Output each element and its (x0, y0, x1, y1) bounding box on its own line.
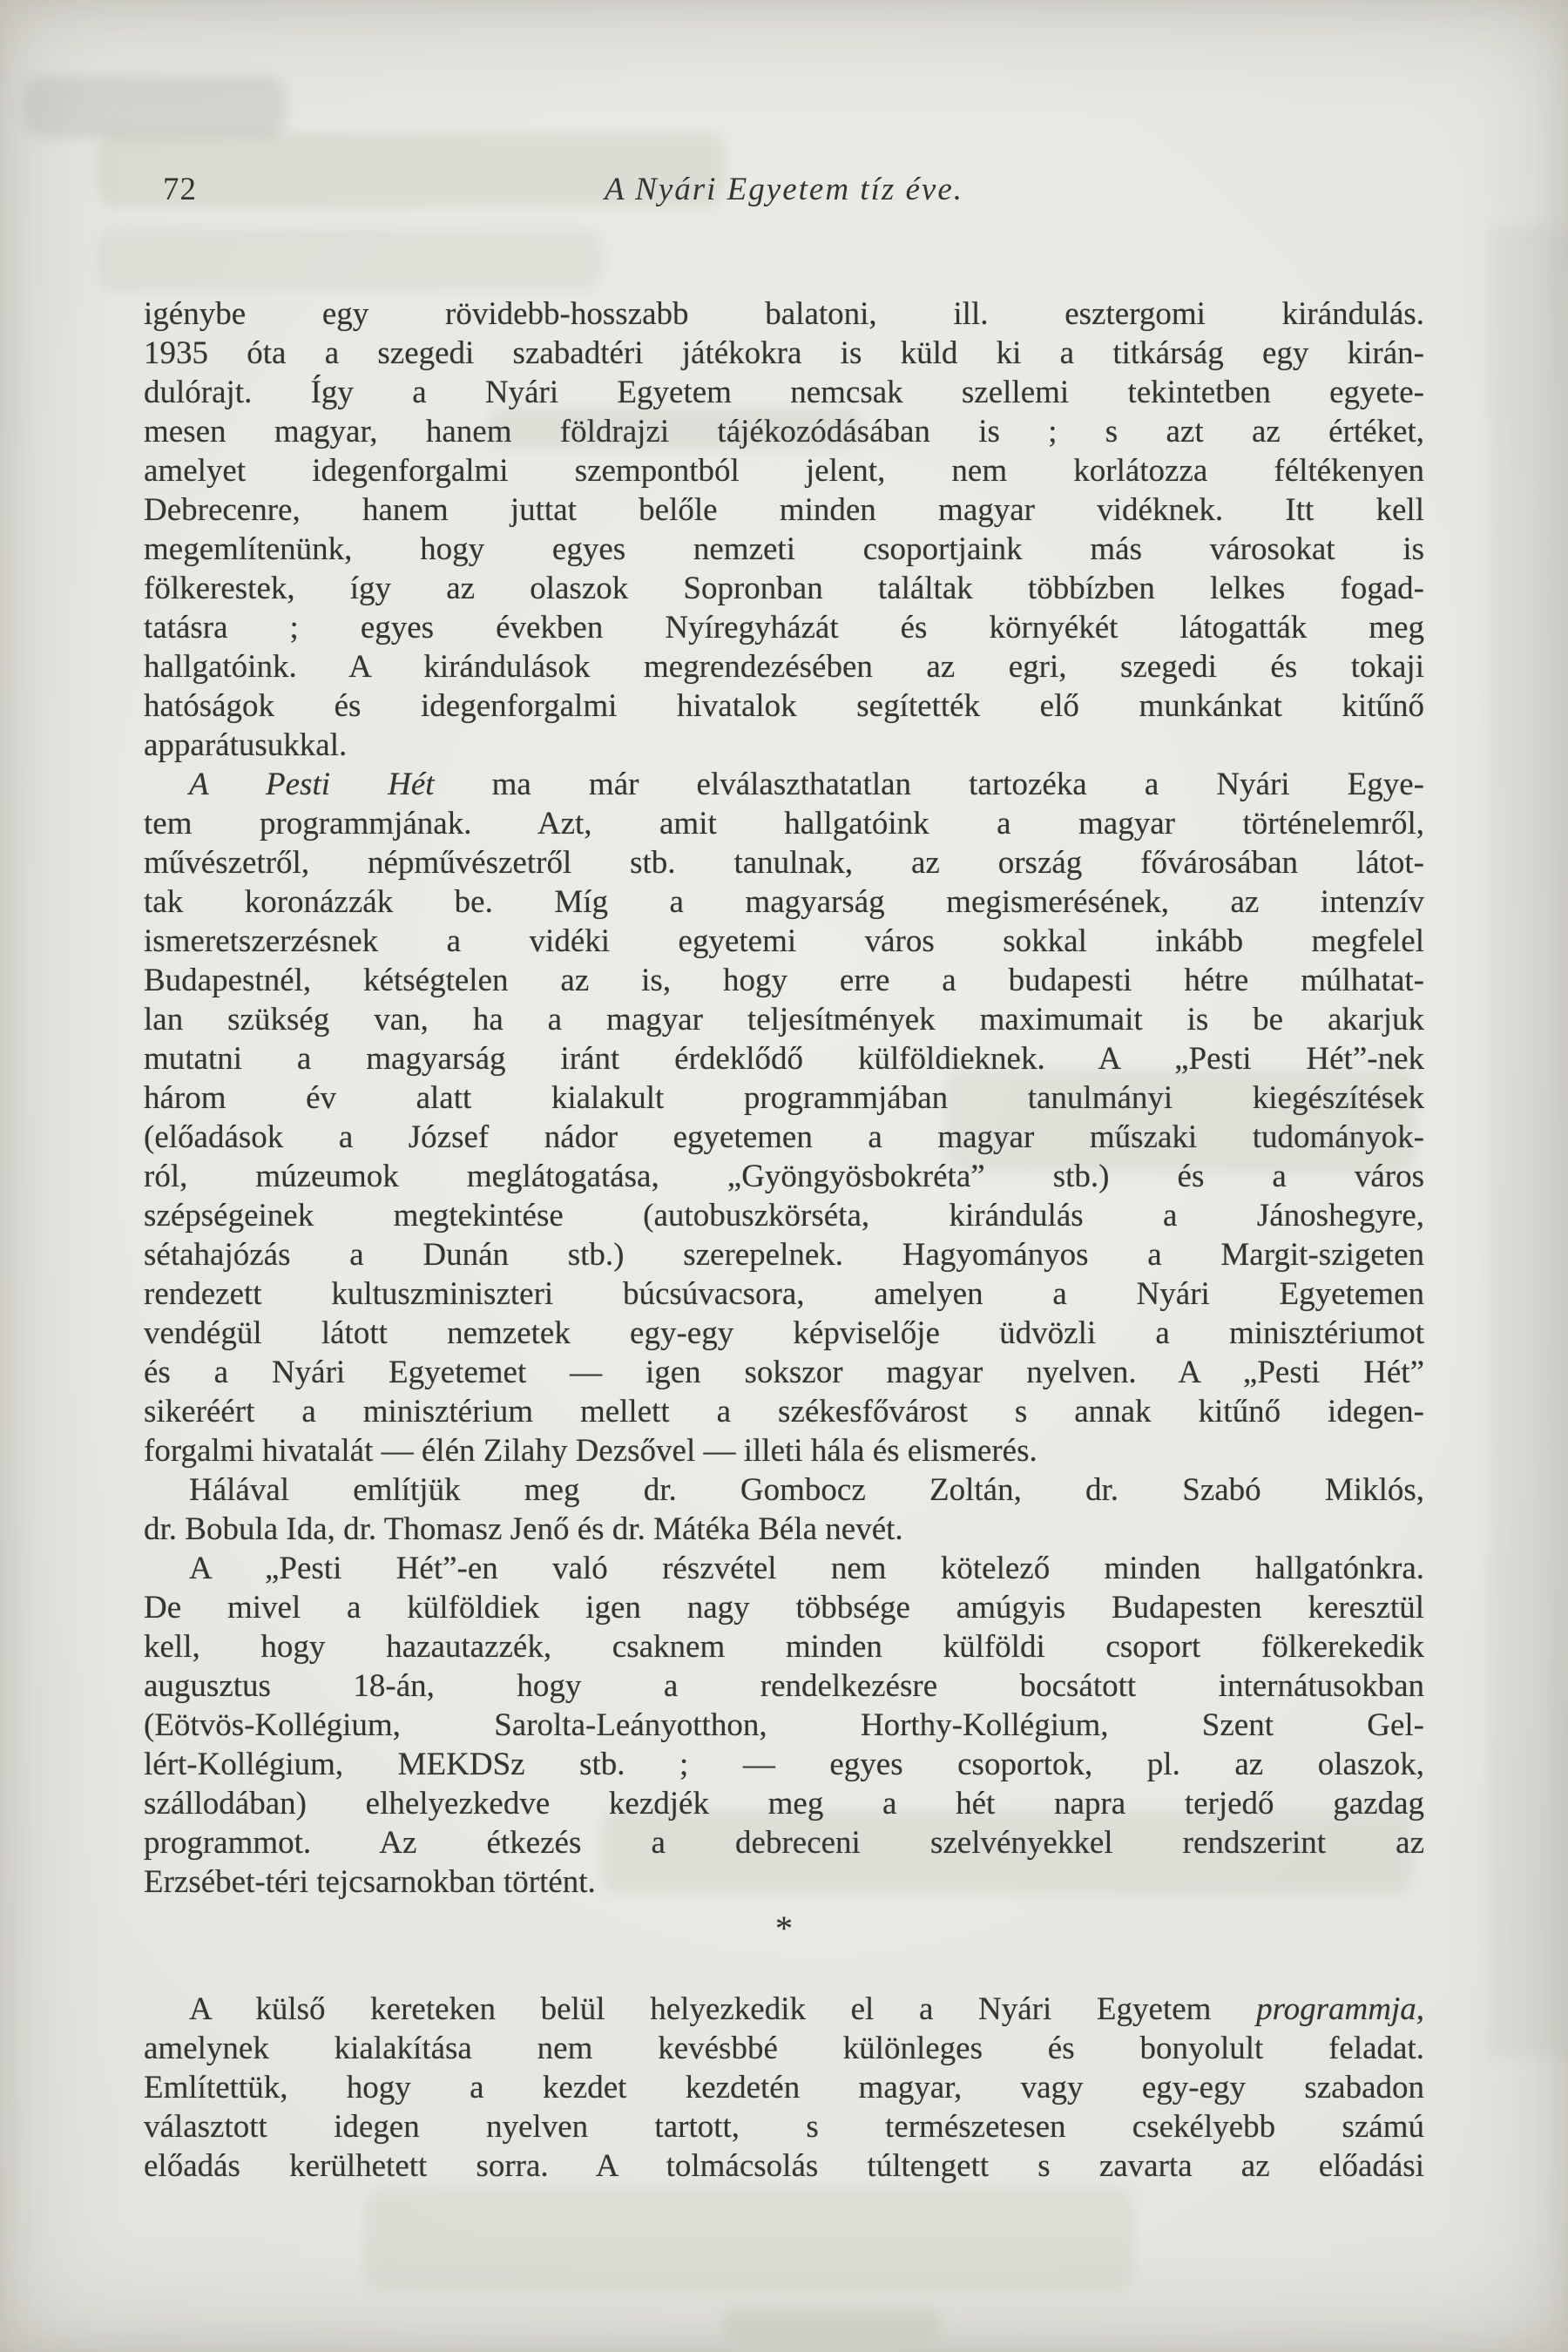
text-line: hatóságok és idegenforgalmi hivatalok segítették elő munkánkat kitűnő (144, 688, 1424, 724)
text-block (144, 294, 1424, 2186)
scan-edge-shade (1490, 226, 1568, 2056)
text-line: Erzsébet-téri tejcsarnokban történt. (144, 1864, 596, 1900)
text-line: lért-Kollégium, MEKDSz stb. ; — egyes csoportok, pl. az olaszok, (144, 1747, 1424, 1782)
text-line: dulórajt. Így a Nyári Egyetem nemcsak szellemi tekintetben egyete- (144, 375, 1424, 410)
text-line: mesen magyar, hanem földrajzi tájékozódásában is ; s azt az értéket, (144, 414, 1424, 449)
text-line: A Pesti Hét ma már elválaszthatatlan tartozéka a Nyári Egye- (189, 767, 1425, 802)
page-header (144, 171, 1424, 211)
text-line: rendezett kultuszminiszteri búcsúvacsora, amelyen a Nyári Egyetemen (144, 1276, 1424, 1312)
text-line: tatásra ; egyes években Nyíregyházát és környékét látogatták meg (144, 610, 1424, 645)
text-line: apparátusukkal. (144, 727, 348, 763)
text-line: forgalmi hivatalát — élén Zilahy Dezsővel — illeti hála és elismerés. (144, 1433, 1037, 1469)
text-line: ról, múzeumok meglátogatása, „Gyöngyösbokréta” stb.) és a város (144, 1159, 1424, 1194)
text-line: A „Pesti Hét”-en való részvétel nem kötelező minden hallgatónkra. (189, 1551, 1424, 1586)
text-line: (Eötvös-Kollégium, Sarolta-Leányotthon, Horthy-Kollégium, Szent Gel- (144, 1707, 1424, 1743)
text-line: előadás kerülhetett sorra. A tolmácsolás túltengett s zavarta az előadási (144, 2148, 1424, 2184)
text-line: igénybe egy rövidebb-hosszabb balatoni, ill. esztergomi kirándulás. (144, 296, 1424, 332)
text-line: és a Nyári Egyetemet — igen sokszor magyar nyelven. A „Pesti Hét” (144, 1355, 1424, 1390)
text-line: kell, hogy hazautazzék, csaknem minden külföldi csoport fölkerekedik (144, 1629, 1424, 1665)
text-line: lan szükség van, ha a magyar teljesítmények maximumait is be akarjuk (144, 1002, 1424, 1037)
text-line: 1935 óta a szegedi szabadtéri játékokra is küld ki a titkárság egy kirán- (144, 335, 1424, 371)
text-line: (előadások a József nádor egyetemen a magyar műszaki tudományok- (144, 1119, 1424, 1155)
text-line: szállodában) elhelyezkedve kezdjék meg a hét napra terjedő gazdag (144, 1786, 1424, 1821)
text-line: programmot. Az étkezés a debreceni szelvényekkel rendszerint az (144, 1825, 1424, 1861)
text-line: három év alatt kialakult programmjában tanulmányi kiegészítések (144, 1080, 1424, 1116)
section-separator: * (775, 1909, 793, 1948)
text-line: De mivel a külföldiek igen nagy többsége amúgyis Budapesten keresztül (144, 1590, 1424, 1625)
page-number: 72 (163, 172, 197, 207)
text-line: mutatni a magyarság iránt érdeklődő külföldieknek. A „Pesti Hét”-nek (144, 1041, 1424, 1077)
text-line: dr. Bobula Ida, dr. Thomasz Jenő és dr. Mátéka Béla nevét. (144, 1511, 903, 1547)
text-line: fölkerestek, így az olaszok Sopronban találtak többízben lelkes fogad- (144, 571, 1424, 606)
bleed-through-smudge (98, 228, 603, 291)
text-line: amelyet idegenforgalmi szempontból jelent, nem korlátozza féltékenyen (144, 453, 1424, 489)
text-line: tak koronázzák be. Míg a magyarság megismerésének, az intenzív (144, 884, 1424, 920)
running-title: A Nyári Egyetem tíz éve. (604, 172, 964, 207)
text-line: sikeréért a minisztérium mellett a székesfővárost s annak kitűnő idegen- (144, 1394, 1424, 1429)
text-line: amelynek kialakítása nem kevésbbé különleges és bonyolult feladat. (144, 2031, 1424, 2066)
text-line: művészetről, népművészetről stb. tanulnak, az ország fővárosában látot- (144, 845, 1424, 881)
text-line: szépségeinek megtekintése (autobuszkörséta, kirándulás a Jánoshegyre, (144, 1198, 1424, 1233)
scan-smudge (24, 77, 286, 138)
text-line: augusztus 18-án, hogy a rendelkezésre bocsátott internátusokban (144, 1668, 1424, 1704)
text-line: A külső kereteken belül helyezkedik el a Nyári Egyetem programmja, (189, 1991, 1424, 2027)
text-line: hallgatóink. A kirándulások megrendezésében az egri, szegedi és tokaji (144, 649, 1424, 685)
text-line: választott idegen nyelven tartott, s természetesen csekélyebb számú (144, 2109, 1424, 2145)
text-line: sétahajózás a Dunán stb.) szerepelnek. Hagyományos a Margit-szigeten (144, 1237, 1424, 1273)
text-line: Hálával említjük meg dr. Gombocz Zoltán, dr. Szabó Miklós, (189, 1472, 1424, 1508)
text-line: vendégül látott nemzetek egy-egy képviselője üdvözli a minisztériumot (144, 1315, 1424, 1351)
text-line: Debrecenre, hanem juttat belőle minden magyar vidéknek. Itt kell (144, 492, 1424, 528)
text-line: Említettük, hogy a kezdet kezdetén magyar, vagy egy-egy szabadon (144, 2070, 1424, 2105)
bleed-through-smudge (366, 2188, 1132, 2291)
text-line: tem programmjának. Azt, amit hallgatóink a magyar történelemről, (144, 806, 1424, 841)
text-line: Budapestnél, kétségtelen az is, hogy erre a budapesti hétre múlhatat- (144, 963, 1424, 998)
text-line: ismeretszerzésnek a vidéki egyetemi város sokkal inkább megfelel (144, 923, 1424, 959)
text-line: megemlítenünk, hogy egyes nemzeti csoportjaink más városokat is (144, 531, 1424, 567)
bleed-through-smudge (723, 2307, 941, 2338)
